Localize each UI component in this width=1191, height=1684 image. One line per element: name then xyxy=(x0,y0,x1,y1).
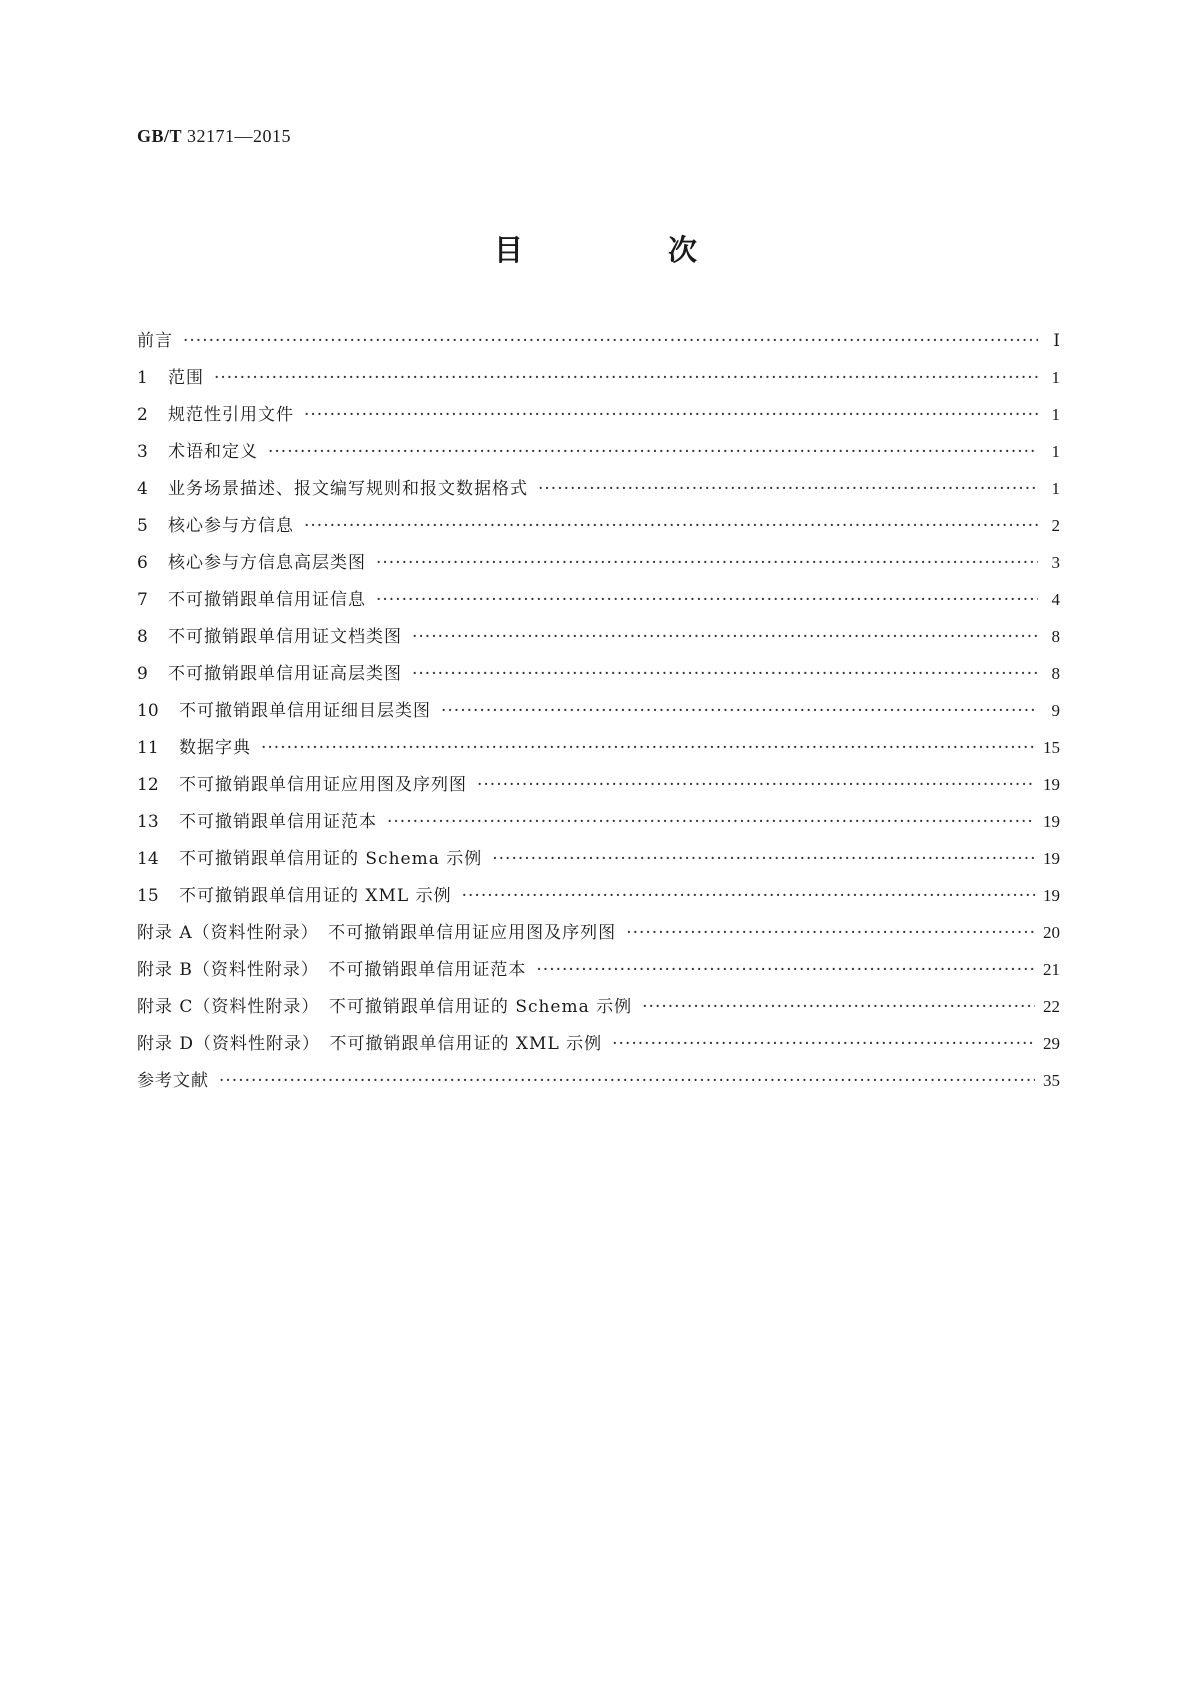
toc-entry-page: 9 xyxy=(1051,701,1060,720)
toc-entry[interactable] xyxy=(137,396,1060,433)
toc-entry[interactable] xyxy=(137,544,1060,581)
toc-entry[interactable] xyxy=(137,359,1060,396)
toc-entry-label: 不可撤销跟单信用证范本 xyxy=(179,812,377,832)
toc-entry-label: 核心参与方信息高层类图 xyxy=(168,553,366,573)
toc-entry[interactable] xyxy=(137,507,1060,544)
toc-entry-label: 不可撤销跟单信用证应用图及序列图 xyxy=(179,775,467,795)
toc-entry-number: 13 xyxy=(137,812,159,832)
toc-entry-label: 不可撤销跟单信用证信息 xyxy=(168,590,366,610)
dot-leader xyxy=(477,767,1035,804)
dot-leader xyxy=(412,656,1038,693)
toc-entry-label: 术语和定义 xyxy=(168,442,258,462)
toc-entry[interactable] xyxy=(137,1062,1060,1099)
toc-entry-label: 参考文献 xyxy=(137,1071,209,1091)
toc-entry-label: 不可撤销跟单信用证高层类图 xyxy=(168,664,402,684)
toc-entry-number: 5 xyxy=(137,516,148,536)
toc-entry-number: 14 xyxy=(137,849,159,869)
toc-entry-number: 12 xyxy=(137,775,159,795)
toc-entry-label: 不可撤销跟单信用证的 Schema 示例 xyxy=(179,849,483,869)
toc-entry[interactable] xyxy=(137,877,1060,914)
toc-entry-number: 2 xyxy=(137,405,148,425)
toc-entry-number: 6 xyxy=(137,553,148,573)
dot-leader xyxy=(376,545,1038,582)
dot-leader xyxy=(612,1026,1035,1063)
toc-entry-label: 核心参与方信息 xyxy=(168,516,294,536)
toc-entry[interactable] xyxy=(137,766,1060,803)
toc-entry-page: 15 xyxy=(1043,738,1060,757)
toc-entry-label: 附录 B（资料性附录） 不可撤销跟单信用证范本 xyxy=(137,960,527,980)
toc-entry-label: 业务场景描述、报文编写规则和报文数据格式 xyxy=(168,479,528,499)
toc-entry[interactable] xyxy=(137,470,1060,507)
toc-entry-page: 19 xyxy=(1043,886,1060,905)
toc-entry-label: 规范性引用文件 xyxy=(168,405,294,425)
toc-entry[interactable] xyxy=(137,433,1060,470)
toc-entry-label: 附录 A（资料性附录） 不可撤销跟单信用证应用图及序列图 xyxy=(137,923,617,943)
dot-leader xyxy=(462,878,1035,915)
toc-entry-number: 8 xyxy=(137,627,148,647)
standard-code xyxy=(137,126,291,147)
toc-entry-label: 不可撤销跟单信用证细目层类图 xyxy=(179,701,431,721)
toc-entry-page: 8 xyxy=(1051,627,1060,646)
toc-entry-page: 19 xyxy=(1043,775,1060,794)
standard-number: 32171—2015 xyxy=(187,126,292,146)
toc-entry-number: 1 xyxy=(137,368,148,388)
toc-entry[interactable] xyxy=(137,840,1060,877)
dot-leader xyxy=(268,434,1038,471)
toc-entry[interactable] xyxy=(137,803,1060,840)
standard-prefix: GB/T xyxy=(137,126,183,146)
toc-entry-page: 1 xyxy=(1051,405,1060,424)
table-of-contents xyxy=(137,322,1060,1099)
toc-entry[interactable] xyxy=(137,988,1060,1025)
toc-entry-page: Ⅰ xyxy=(1053,331,1060,350)
toc-entry-page: 3 xyxy=(1051,553,1060,572)
toc-entry[interactable] xyxy=(137,322,1060,359)
dot-leader xyxy=(387,804,1035,841)
toc-entry-label: 不可撤销跟单信用证文档类图 xyxy=(168,627,402,647)
dot-leader xyxy=(376,582,1038,619)
toc-entry-page: 20 xyxy=(1043,923,1060,942)
toc-entry-page: 19 xyxy=(1043,849,1060,868)
dot-leader xyxy=(219,1063,1035,1100)
toc-entry-page: 1 xyxy=(1051,442,1060,461)
dot-leader xyxy=(441,693,1038,730)
toc-entry-page: 1 xyxy=(1051,368,1060,387)
toc-entry-number: 7 xyxy=(137,590,148,610)
toc-entry[interactable] xyxy=(137,655,1060,692)
dot-leader xyxy=(492,841,1035,878)
toc-entry[interactable] xyxy=(137,1025,1060,1062)
toc-entry-label: 范围 xyxy=(168,368,204,388)
toc-entry-number: 3 xyxy=(137,442,148,462)
toc-entry-page: 29 xyxy=(1043,1034,1060,1053)
toc-entry-label: 不可撤销跟单信用证的 XML 示例 xyxy=(179,886,452,906)
dot-leader xyxy=(214,360,1038,397)
toc-entry-label: 附录 C（资料性附录） 不可撤销跟单信用证的 Schema 示例 xyxy=(137,997,633,1017)
toc-entry-page: 35 xyxy=(1043,1071,1060,1090)
dot-leader xyxy=(536,952,1035,989)
toc-entry-page: 8 xyxy=(1051,664,1060,683)
toc-entry-number: 11 xyxy=(137,738,159,758)
toc-entry[interactable] xyxy=(137,692,1060,729)
page-title: 目 次 xyxy=(493,233,755,267)
toc-entry[interactable] xyxy=(137,581,1060,618)
toc-entry-number: 15 xyxy=(137,886,159,906)
dot-leader xyxy=(304,397,1038,434)
toc-entry-number: 10 xyxy=(137,701,159,721)
toc-entry[interactable] xyxy=(137,914,1060,951)
toc-entry-page: 1 xyxy=(1051,479,1060,498)
toc-entry-page: 21 xyxy=(1043,960,1060,979)
toc-entry-page: 19 xyxy=(1043,812,1060,831)
toc-entry-label: 数据字典 xyxy=(179,738,251,758)
toc-entry-page: 4 xyxy=(1051,590,1060,609)
toc-entry-label: 前言 xyxy=(137,331,173,351)
dot-leader xyxy=(626,915,1035,952)
dot-leader xyxy=(538,471,1038,508)
dot-leader xyxy=(412,619,1038,656)
toc-entry[interactable] xyxy=(137,729,1060,766)
toc-entry-number: 9 xyxy=(137,664,148,684)
dot-leader xyxy=(183,323,1038,360)
dot-leader xyxy=(304,508,1038,545)
toc-entry-label: 附录 D（资料性附录） 不可撤销跟单信用证的 XML 示例 xyxy=(137,1034,603,1054)
toc-entry-number: 4 xyxy=(137,479,148,499)
toc-entry[interactable] xyxy=(137,951,1060,988)
toc-entry-page: 2 xyxy=(1051,516,1060,535)
toc-entry[interactable] xyxy=(137,618,1060,655)
dot-leader xyxy=(642,989,1035,1026)
dot-leader xyxy=(261,730,1035,767)
toc-entry-page: 22 xyxy=(1043,997,1060,1016)
